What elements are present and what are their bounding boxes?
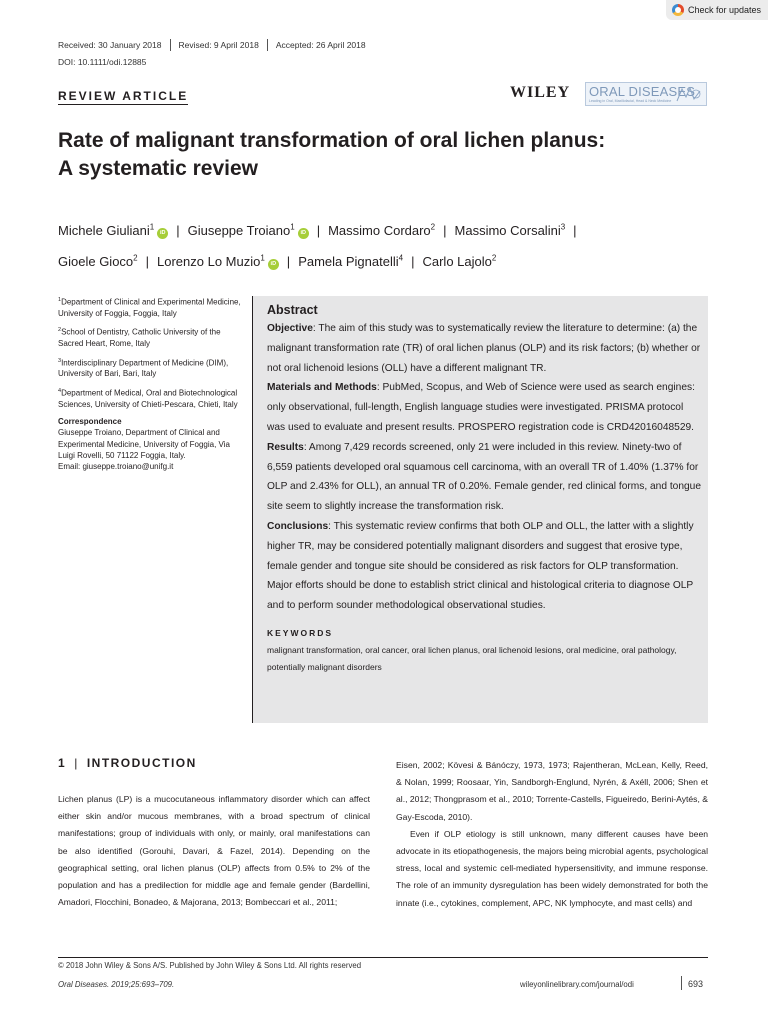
author-separator: |: [443, 223, 447, 239]
author-line-2: [58, 244, 718, 274]
abstract-heading: Abstract: [267, 303, 318, 317]
abstract-methods: Materials and Methods: PubMed, Scopus, and Web of Science were used as search engines: only observational, full-length, English language studies were investigated. PRISMA protocol was used to evaluate and present results. PROSPERO registration code is CRD42016048529.: [267, 382, 695, 433]
body-column-right: [396, 757, 708, 912]
body-paragraph: Lichen planus (LP) is a mucocutaneous inflammatory disorder which can affect either skin and/or mucous membranes, with a broad spectrum of clinical manifestations; group of individuals with only, or mainly, oral manifestations can be also identified (Gorouhi, Davari, & Fazel, 2014). Depending on the geographical setting, oral lichen planus (OLP) affects from 0.5% to 2% of the population and has a predilection for middle age and female gender (Bardellini, Amadori, Flocchini, Bonadeo, & Majorana, 2013; Bombeccari et al., 2011;: [58, 794, 370, 908]
journal-logo: [585, 82, 707, 106]
keywords: malignant transformation, oral cancer, oral lichen planus, oral lichenoid lesions, oral medicine, oral pathology, potentially malignant disorders: [267, 644, 677, 672]
article-title: [58, 127, 678, 183]
author-separator: |: [176, 223, 180, 239]
author[interactable]: Michele Giuliani$^1$: [58, 223, 155, 239]
affiliation: $^1$Department of Clinical and Experimental Medicine, University of Foggia, Foggia, Italy: [58, 297, 241, 318]
author[interactable]: Gioele Gioco$^2$: [58, 253, 138, 269]
body-paragraph: Eisen, 2002; Kövesi & Bánóczy, 1973, 1973; Rajentheran, McLean, Kelly, Reed, & Nolan, 1999; Roosaar, Yin, Sandborgh-Englund, Nyrén, & Axéll, 2006; Shen et al., 2012; Thongprasom et al., 2010; Torrente-Castells, Figueiredo, Berini-Aytés, & Gay-Escoda, 2010).: [396, 760, 708, 822]
correspondence-body: Giuseppe Troiano, Department of Clinical and Experimental Medicine, University of Foggia, Via Luigi Rovelli, 50 71122 Foggia, Italy.: [58, 428, 230, 460]
author[interactable]: Giuseppe Troiano$^1$: [187, 223, 295, 239]
revised-date: Revised: 9 April 2018: [170, 39, 267, 51]
author-separator: |: [286, 253, 291, 269]
page-number: 693: [688, 979, 704, 989]
section-separator: |: [74, 756, 79, 770]
section-title: INTRODUCTION: [86, 756, 197, 770]
author[interactable]: Pamela Pignatelli$^4$: [298, 253, 404, 269]
title-line-2: A systematic review: [58, 157, 259, 180]
crossmark-icon: [672, 4, 684, 16]
author-list: [58, 214, 718, 275]
correspondence-heading: Correspondence: [58, 417, 122, 426]
author-separator: |: [145, 253, 149, 269]
journal-website[interactable]: wileyonlinelibrary.com/journal/odi: [520, 980, 634, 989]
orcid-icon[interactable]: iD: [157, 228, 168, 239]
affiliation: $^4$Department of Medical, Oral and Biotechnological Sciences, University of Chieti-Pescara, Chieti, Italy: [58, 387, 238, 409]
body-column-left: [58, 791, 370, 911]
check-for-updates-label: Check for updates: [688, 5, 762, 15]
abstract-results: Results: Among 7,429 records screened, only 21 were included in this review. Ninety-two of 6,559 patients developed oral squamous cell carcinoma, with an overall TR of 1.40% (1.37% for OLP and 2.43% for OLL), an annual TR of 0.20%. Female gender, red clinical forms, and tongue site seem to slightly increase the transformation risk.: [267, 441, 701, 513]
orcid-icon[interactable]: iD: [298, 228, 309, 239]
affiliation: $^2$School of Dentistry, Catholic University of the Sacred Heart, Rome, Italy: [58, 327, 221, 349]
section-heading: [58, 756, 197, 770]
footer-divider: [58, 957, 708, 958]
body-paragraph: Even if OLP etiology is still unknown, many different causes have been advocate in its etiopathogenesis, the majors being microbial agents, psychological stress, local and systemic cell-mediated hypersensitivity, and immune response. The role of an immunity dysregulation has been widely demonstrated for both the innate (i.e., cytokines, complement, APC, NK lymphocyte, and mast cells) and: [396, 828, 708, 908]
abstract-objective: Objective: The aim of this study was to systematically review the literature to determine: (a) the malignant transformation rate (TR) of oral lichen planus (OLP) and its risk factors; (b) whether or not oral lichenoid lesions (OLL) have a different malignant TR.: [267, 323, 701, 374]
accepted-date: Accepted: 26 April 2018: [267, 39, 374, 51]
abstract-content: [267, 301, 703, 676]
author-separator: |: [411, 253, 415, 269]
author-separator: |: [316, 223, 321, 239]
journal-citation: Oral Diseases. 2019;25:693–709.: [58, 980, 175, 989]
article-type: REVIEW ARTICLE: [58, 89, 189, 103]
abstract-conclusions: Conclusions: This systematic review confirms that both OLP and OLL, the latter with a slightly higher TR, may be considered potentially malignant disorders and suggest that erosive type, female gender and tongue site should be considered as risk factors for OLP transformation. Major efforts should be done to establish strict clinical and histological criteria to diagnose OLP and to perform sounder methodological observational studies.: [267, 520, 694, 612]
orcid-icon[interactable]: iD: [268, 259, 279, 270]
journal-name: ORAL DISEASES: [589, 84, 696, 99]
author[interactable]: Carlo Lajolo$^2$: [422, 253, 497, 269]
author[interactable]: Lorenzo Lo Muzio$^1$: [157, 253, 265, 269]
section-number: 1: [58, 756, 67, 770]
keywords-heading: KEYWORDS: [267, 627, 334, 638]
author-line-1: [58, 214, 718, 244]
author-separator: |: [573, 223, 577, 239]
journal-emblem-icon: [674, 85, 704, 104]
title-line-1: Rate of malignant transformation of oral lichen planus:: [58, 129, 606, 152]
copyright: © 2018 John Wiley & Sons A/S. Published by John Wiley & Sons Ltd. All rights reserved: [58, 961, 362, 970]
article-dates: [58, 39, 374, 51]
page-number-divider: [681, 976, 682, 990]
author[interactable]: Massimo Corsalini$^3$: [454, 223, 566, 239]
journal-subtitle: Leading in Oral, Maxillofacial, Head & Neck Medicine: [589, 99, 672, 103]
received-date: Received: 30 January 2018: [58, 40, 162, 50]
affiliations: [58, 295, 243, 472]
correspondence-email[interactable]: Email: giuseppe.troiano@unifg.it: [58, 462, 174, 472]
abstract-box: [252, 296, 708, 723]
affiliation: $^3$Interdisciplinary Department of Medicine (DIM), University of Bari, Bari, Italy: [58, 357, 229, 379]
check-for-updates-button[interactable]: [666, 0, 768, 20]
author[interactable]: Massimo Cordaro$^2$: [328, 223, 436, 239]
doi[interactable]: DOI: 10.1111/odi.12885: [58, 57, 147, 67]
publisher-logo: WILEY: [510, 84, 571, 101]
